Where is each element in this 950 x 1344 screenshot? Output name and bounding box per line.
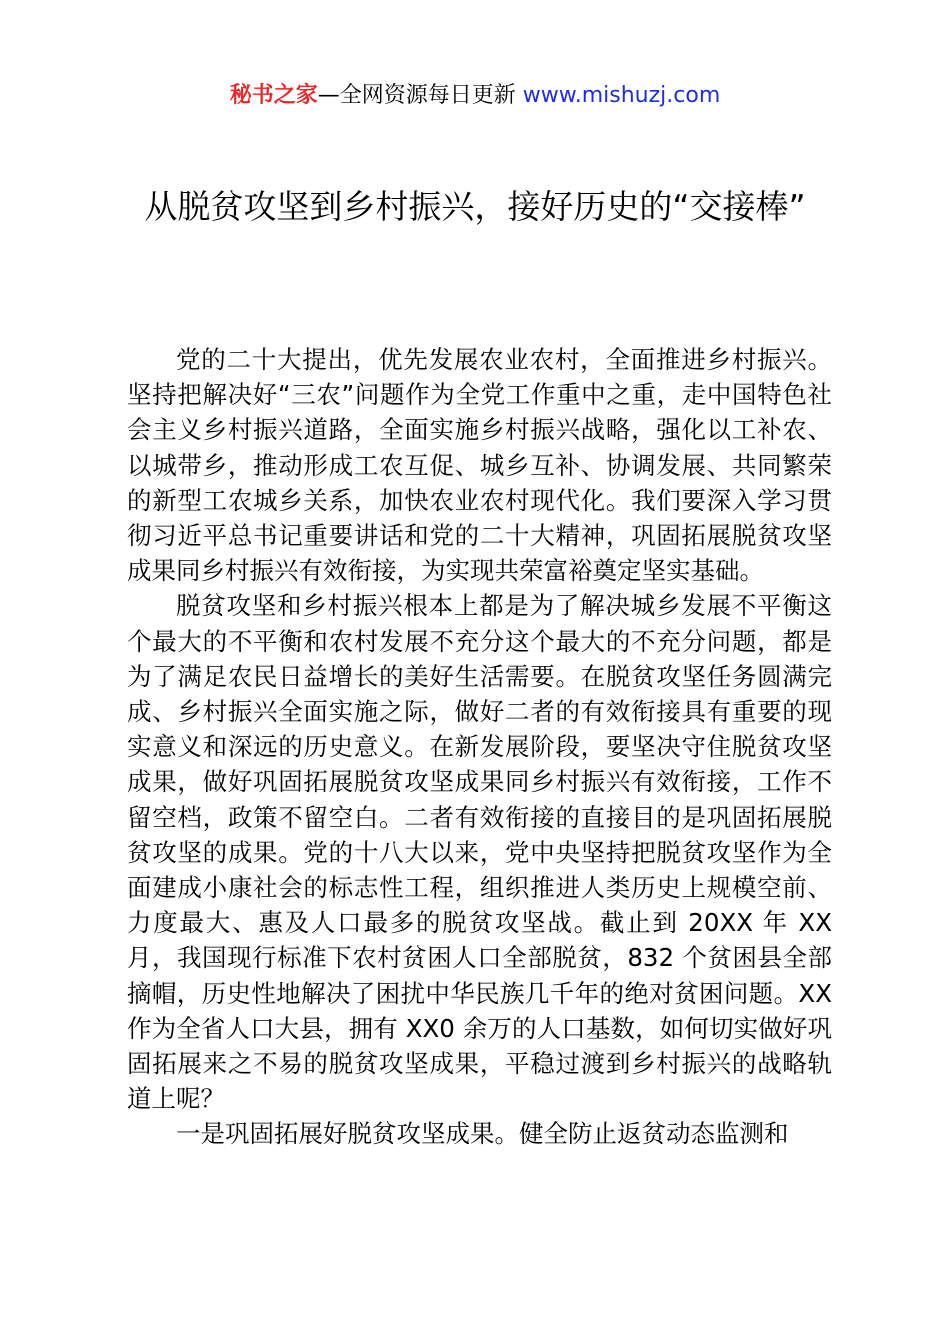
site-header	[0, 80, 950, 112]
site-url-link[interactable]: www.mishuzj.com	[522, 83, 721, 108]
site-brand: 秘书之家	[229, 83, 318, 108]
document-title: 从脱贫攻坚到乡村振兴，接好历史的“交接棒”	[144, 187, 806, 226]
paragraph-2: 脱贫攻坚和乡村振兴根本上都是为了解决城乡发展不平衡这个最大的不平衡和农村发展不充分这个最大的不充分问题，都是为了满足农民日益增长的美好生活需要。在脱贫攻坚任务圆满完成、乡村振兴全面实施之际，做好二者的有效衔接具有重要的现实意义和深远的历史意义。在新发展阶段，要坚决守住脱贫攻坚成果，做好巩固拓展脱贫攻坚成果同乡村振兴有效衔接，工作不留空档，政策不留空白。二者有效衔接的直接目的是巩固拓展脱贫攻坚的成果。党的十八大以来，党中央坚持把脱贫攻坚作为全面建成小康社会的标志性工程，组织推进人类历史上规模空前、力度最大、惠及人口最多的脱贫攻坚战。截止到 20XX 年 XX 月，我国现行标准下农村贫困人口全部脱贫，832 个贫困县全部摘帽，历史性地解决了困扰中华民族几千年的绝对贫困问题。XX 作为全省人口大县，拥有 XX0 余万的人口基数，如何切实做好巩固拓展来之不易的脱贫攻坚成果，平稳过渡到乡村振兴的战略轨道上呢？	[127, 591, 832, 1114]
site-tagline: —全网资源每日更新	[317, 83, 523, 108]
paragraph-3: 一是巩固拓展好脱贫攻坚成果。健全防止返贫动态监测和	[176, 1119, 789, 1149]
paragraph-1: 党的二十大提出，优先发展农业农村，全面推进乡村振兴。坚持把解决好“三农”问题作为全党工作重中之重，走中国特色社会主义乡村振兴道路，全面实施乡村振兴战略，强化以工补农、以城带乡，推动形成工农互促、城乡互补、协调发展、共同繁荣的新型工农城乡关系，加快农业农村现代化。我们要深入学习贯彻习近平总书记重要讲话和党的二十大精神，巩固拓展脱贫攻坚成果同乡村振兴有效衔接，为实现共荣富裕奠定坚实基础。	[127, 345, 832, 586]
document-body	[127, 342, 832, 1152]
